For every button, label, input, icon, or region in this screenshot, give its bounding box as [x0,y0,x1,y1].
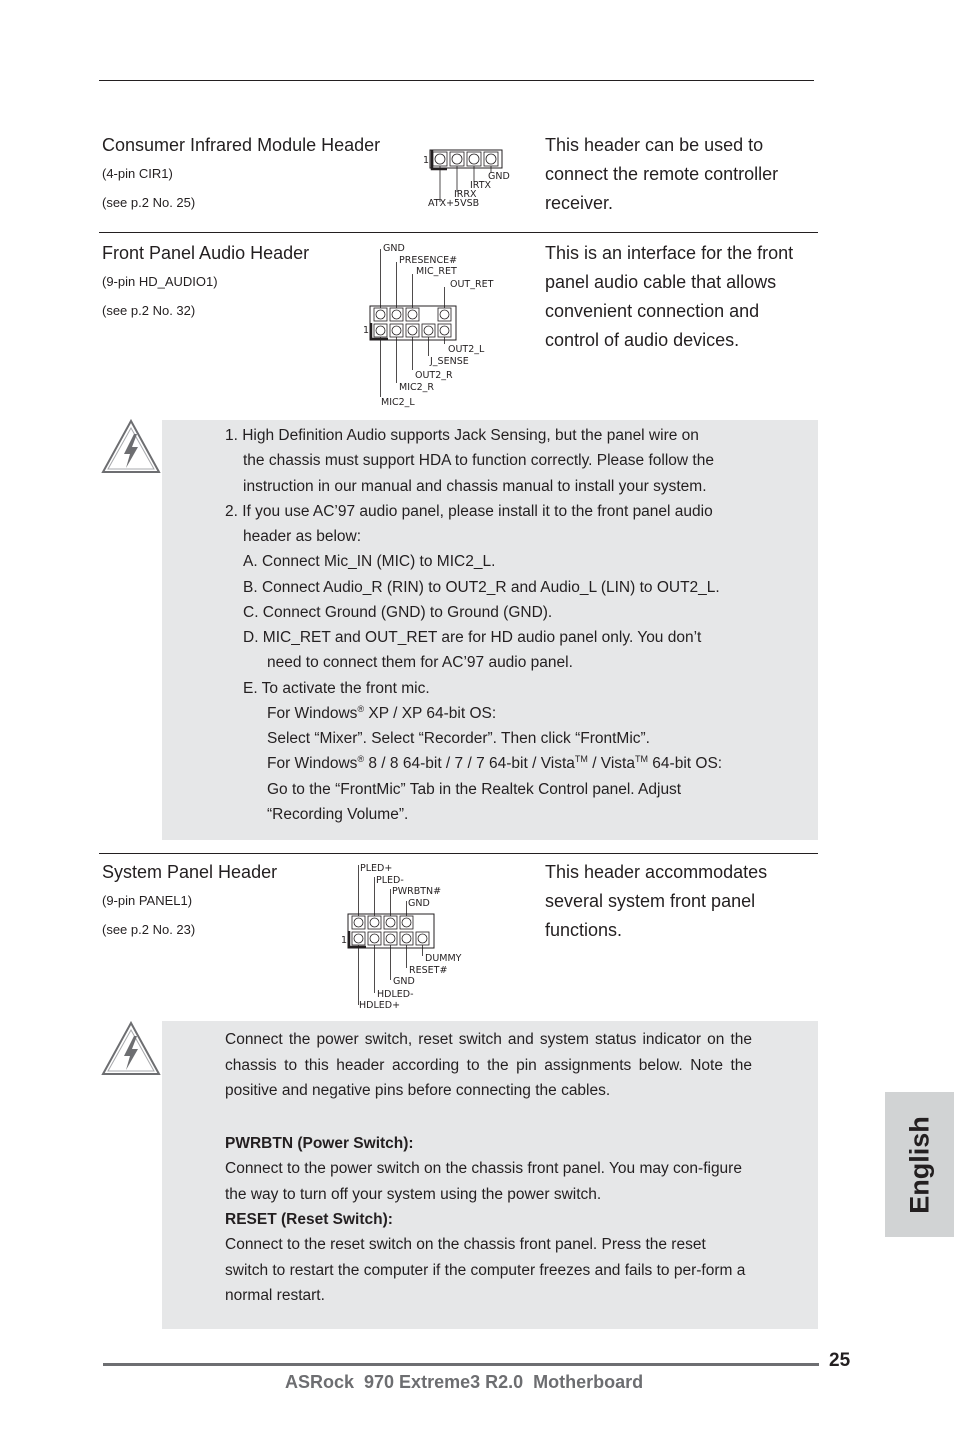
panel-pin-diagram [338,860,478,1010]
panel-dummy-label: DUMMY [425,953,462,964]
audio-description: This is an interface for the front panel audio cable that allows convenient connection and control of audio devices. [545,243,794,350]
warning-icon [100,418,162,476]
audio-note-xp-steps: Select “Mixer”. Select “Recorder”. Then click “FrontMic”. [267,730,650,747]
panel-pin1-label: 1 [341,935,348,946]
registered-mark-2: ® [357,753,365,764]
audio-note-2b: header as below: [243,528,362,545]
audio-see-ref: (see p.2 No. 32) [102,303,196,318]
panel-gnd-bottom-label: GND [393,976,415,987]
audio-note-2a: 2. If you use AC’97 audio panel, please install it to the front panel audio [225,503,713,520]
trademark-2: TM [635,753,648,764]
footer-rule [103,1363,819,1366]
audio-mic2-l-label: MIC2_L [381,397,415,408]
panel-hdled-plus-label: HDLED+ [359,1000,401,1010]
audio-note-c: C. Connect Ground (GND) to Ground (GND). [243,604,553,621]
w8-prefix: For Windows [267,755,358,772]
audio-note-xp [267,705,496,723]
pwrbtn-heading: PWRBTN (Power Switch): [225,1135,414,1152]
audio-presence-label: PRESENCE# [399,255,458,266]
panel-reset-label: RESET# [409,965,448,976]
trademark-1: TM [574,753,588,764]
panel-pled-plus-label: PLED+ [360,863,393,874]
audio-pin-diagram [360,240,510,410]
audio-out-ret-label: OUT_RET [450,279,494,290]
cir-description: This header can be used to connect the remote controller receiver. [545,135,779,213]
w8-middle-2: / Vista [587,755,635,772]
xp-prefix: For Windows [267,705,358,722]
reset-text: Connect to the reset switch on the chassis front panel. Press the reset switch to restart the computer if the computer freezes and fails to per-form a normal restart. [225,1236,746,1304]
audio-note-a: A. Connect Mic_IN (MIC) to MIC2_L. [243,553,496,570]
panel-pin-count: (9-pin PANEL1) [102,893,193,908]
audio-mic-ret-label: MIC_RET [416,266,457,277]
panel-hdled-minus-label: HDLED- [377,989,414,1000]
cir-see-ref: (see p.2 No. 25) [102,195,196,210]
xp-suffix: XP / XP 64-bit OS: [364,705,497,722]
audio-note-b: B. Connect Audio_R (RIN) to OUT2_R and Audio_L (LIN) to OUT2_L. [243,579,720,596]
cir-irtx-label: IRTX [470,180,492,191]
divider-audio-panel [99,853,818,854]
w8-middle: 8 / 8 64-bit / 7 / 7 64-bit / Vista [364,755,575,772]
panel-see-ref: (see p.2 No. 23) [102,922,196,937]
cir-pin-diagram [420,146,520,210]
w8-suffix: 64-bit OS: [648,755,723,772]
panel-title: System Panel Header [102,862,278,882]
reset-heading: RESET (Reset Switch): [225,1211,393,1228]
pwrbtn-text: Connect to the power switch on the chassis front panel. You may con-figure the way to turn off your system using the power switch. [225,1160,742,1203]
panel-description: This header accommodates several system front panel functions. [545,862,768,940]
panel-gnd-top-label: GND [408,898,430,909]
audio-j-sense-label: J_SENSE [430,356,469,367]
audio-out2-r-label: OUT2_R [415,370,453,381]
cir-pin-count: (4-pin CIR1) [102,166,173,181]
audio-note-e: E. To activate the front mic. [243,680,430,697]
cir-title: Consumer Infrared Module Header [102,135,381,155]
cir-gnd-label: GND [488,171,510,182]
audio-note-1a: 1. High Definition Audio supports Jack Sensing, but the panel wire on [225,427,699,444]
cir-irrx-label: IRRX [454,189,477,200]
panel-note-intro: Connect the power switch, reset switch and system status indicator on the chassis to this header according to the pin assignments below. Note the positive and negative pins before connecting the cables. [225,1031,752,1099]
audio-note-w8-step1: Go to the “FrontMic” Tab in the Realtek Control panel. Adjust [267,781,682,798]
audio-note-d1: D. MIC_RET and OUT_RET are for HD audio panel only. You don’t [243,629,702,646]
audio-out2-l-label: OUT2_L [448,344,485,355]
audio-pin1-label: 1 [363,325,370,336]
panel-pwrbtn-label: PWRBTN# [392,886,442,897]
audio-gnd-label: GND [383,243,405,254]
audio-pin-count: (9-pin HD_AUDIO1) [102,274,218,289]
audio-note-d2: need to connect them for AC’97 audio panel. [267,654,573,671]
language-tab-label: English [904,1115,934,1214]
audio-title: Front Panel Audio Header [102,243,310,263]
page-number: 25 [829,1350,851,1371]
cir-pin1-label: 1 [423,155,430,166]
divider-cir-audio [99,232,818,233]
audio-note-1c: instruction in our manual and chassis manual to install your system. [243,478,707,495]
panel-pled-minus-label: PLED- [376,875,404,886]
language-tab [885,1092,954,1237]
cir-atx-label: ATX+5VSB [428,198,480,209]
audio-note-1b: the chassis must support HDA to function correctly. Please follow the [243,452,714,469]
footer-title: ASRock 970 Extreme3 R2.0 Motherboard [285,1372,644,1392]
registered-mark: ® [357,703,365,714]
top-rule [99,80,814,81]
warning-icon-2 [100,1020,162,1078]
audio-note-w8-step2: “Recording Volume”. [267,806,409,823]
audio-mic2-r-label: MIC2_R [399,382,435,393]
audio-note-w8 [267,755,722,773]
